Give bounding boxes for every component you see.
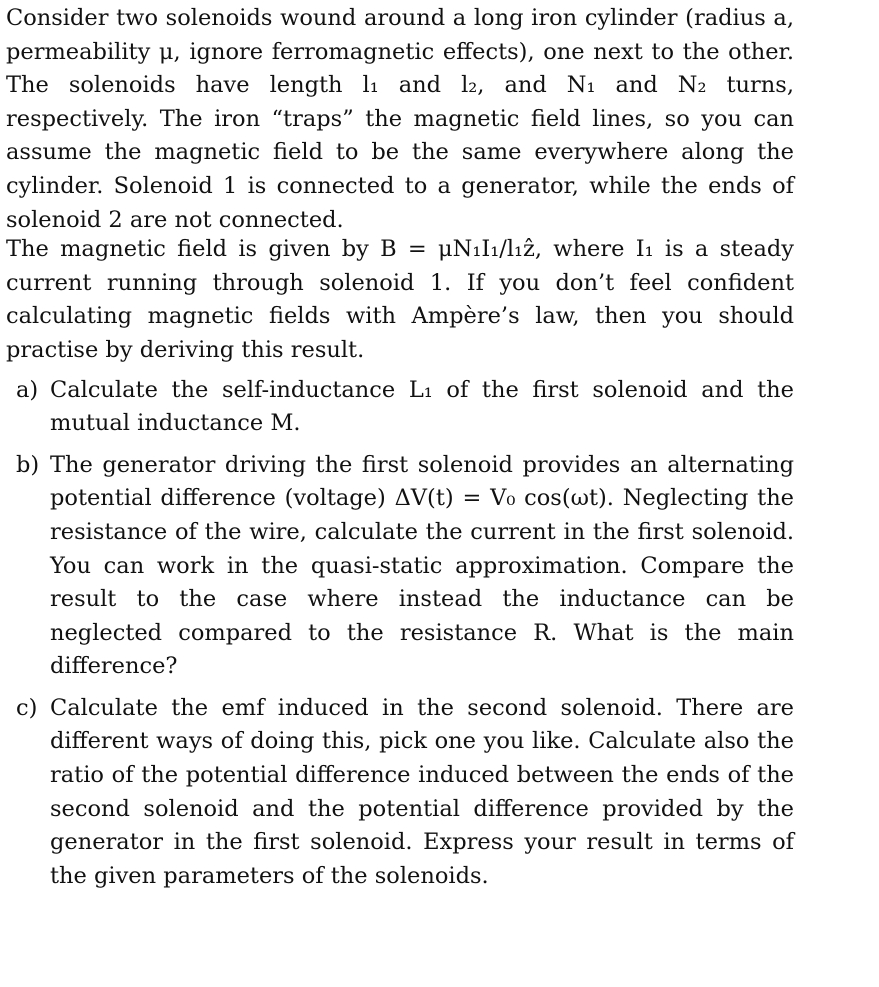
question-a [6, 374, 794, 441]
problem-text [6, 2, 794, 901]
question-c [6, 692, 794, 894]
question-text: Calculate the self-inductance L₁ of the first solenoid and the mutual inductance M. [50, 376, 794, 437]
question-text: Calculate the emf induced in the second solenoid. There are different ways of doing this, pick one you like. Calculate also the ratio of the potential difference induced between the ends of the second solenoid and the potential difference provided by the generator in the first solenoid. Express your result in terms of the given parameters of the solenoids. [50, 694, 794, 889]
question-b [6, 449, 794, 684]
question-label: c) [16, 694, 38, 721]
field-paragraph: The magnetic field is given by B = μN₁I₁/l₁ẑ, where I₁ is a steady current running through solenoid 1. If you don’t feel confident calculating magnetic fields with Ampère’s law, then you should practise by deriving this result. [6, 236, 794, 363]
intro-paragraph: Consider two solenoids wound around a long iron cylinder (radius a, permeability μ, ignore ferromagnetic effects), one next to the other. The solenoids have length l₁ and l₂, and N₁ and N₂ turns, respectively. The iron “traps” the magnetic field lines, so you can assume the magnetic field to be the same everywhere along the cylinder. Solenoid 1 is connected to a generator, while the ends of solenoid 2 are not connected. [6, 5, 794, 233]
question-label: b) [16, 451, 40, 478]
question-label: a) [16, 376, 39, 403]
question-list [6, 374, 794, 894]
question-text: The generator driving the first solenoid provides an alternating potential difference (voltage) ΔV(t) = V₀ cos(ωt). Neglecting the resistance of the wire, calculate the current in the first solenoid. You can work in the quasi-static approximation. Compare the result to the case where instead the inductance can be neglected compared to the resistance R. What is the main difference? [50, 451, 794, 680]
